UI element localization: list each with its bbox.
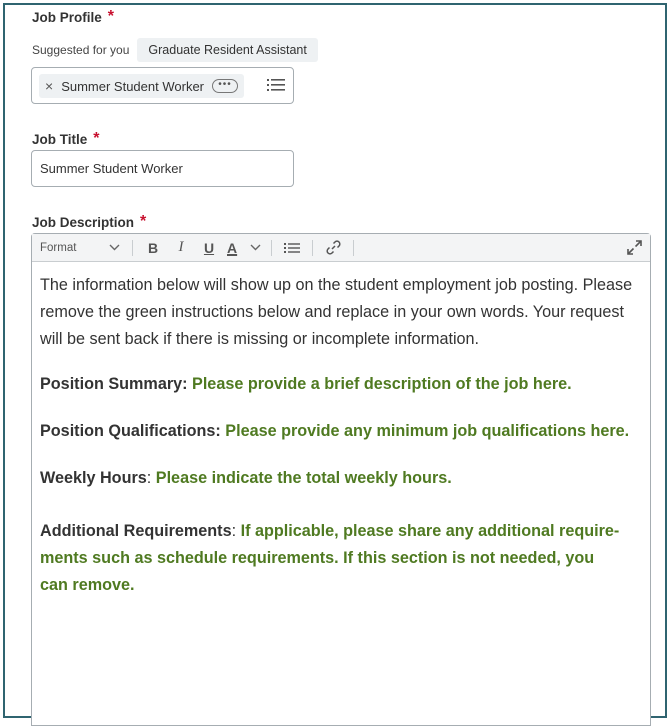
section-heading: Position Summary: [40,375,188,393]
section-instruction: If applicable, please share any additional require-ments such as schedule requirements. If this section is not needed, you can remove. [40,522,620,594]
job-description-label-text: Job Description [32,214,135,230]
toolbar-divider [353,240,354,256]
font-color-icon: A [227,239,238,256]
section-heading: Additional Requirements [40,522,232,540]
underline-button[interactable]: U [203,239,215,256]
link-icon [326,240,341,255]
intro-paragraph: The information below will show up on the student employment job posting. Please remove the green instructions below and replace in your own words. Your request will be sent back if there is missing or incomplete information. [40,276,633,348]
insert-link-button[interactable] [319,234,347,262]
selected-job-profile-pill [39,74,244,98]
job-title-input[interactable]: Summer Student Worker [31,150,294,187]
bulleted-list-icon [284,242,300,254]
toolbar-divider [132,240,133,256]
section-separator: : [231,522,241,540]
prompt-list-icon[interactable] [267,78,285,92]
editor-toolbar [32,234,650,262]
font-color-dropdown[interactable] [223,234,265,262]
position-summary-paragraph [40,371,640,398]
selected-job-profile-text: Summer Student Worker [61,78,204,94]
weekly-hours-paragraph [40,465,640,492]
bold-button[interactable]: B [147,239,159,256]
expand-icon[interactable] [627,240,642,255]
required-asterisk: * [140,213,147,230]
section-separator: : [146,469,156,487]
form-frame [3,3,667,718]
more-options-icon[interactable]: ••• [212,79,238,93]
required-asterisk: * [93,130,100,147]
format-dropdown[interactable] [40,234,126,262]
position-qualifications-paragraph [40,418,640,445]
chevron-down-icon [250,244,261,251]
remove-icon[interactable]: × [45,78,54,94]
toolbar-divider [271,240,272,256]
required-asterisk: * [107,8,114,25]
suggestion-row [32,38,318,62]
job-profile-label-text: Job Profile [32,9,102,25]
chevron-down-icon [109,244,120,251]
job-profile-input[interactable] [31,67,294,104]
suggested-for-you-text: Suggested for you [32,43,130,57]
toolbar-divider [312,240,313,256]
section-instruction: Please provide a brief description of the job here. [192,375,572,393]
job-description-editor[interactable] [31,233,651,726]
italic-button[interactable]: I [178,239,184,255]
bulleted-list-button[interactable] [278,234,306,262]
additional-requirements-paragraph [40,518,640,599]
section-instruction: Please provide any minimum job qualifications here. [225,422,630,440]
section-heading: Position Qualifications: [40,422,221,440]
section-instruction: Please indicate the total weekly hours. [155,469,452,487]
suggested-job-profile-chip[interactable]: Graduate Resident Assistant [137,38,317,62]
job-description-label [32,214,146,230]
format-label: Format [40,241,77,254]
job-title-label [32,131,100,147]
section-heading: Weekly Hours [40,469,147,487]
job-profile-label [32,9,114,25]
editor-content[interactable] [32,262,650,599]
job-title-label-text: Job Title [32,131,88,147]
